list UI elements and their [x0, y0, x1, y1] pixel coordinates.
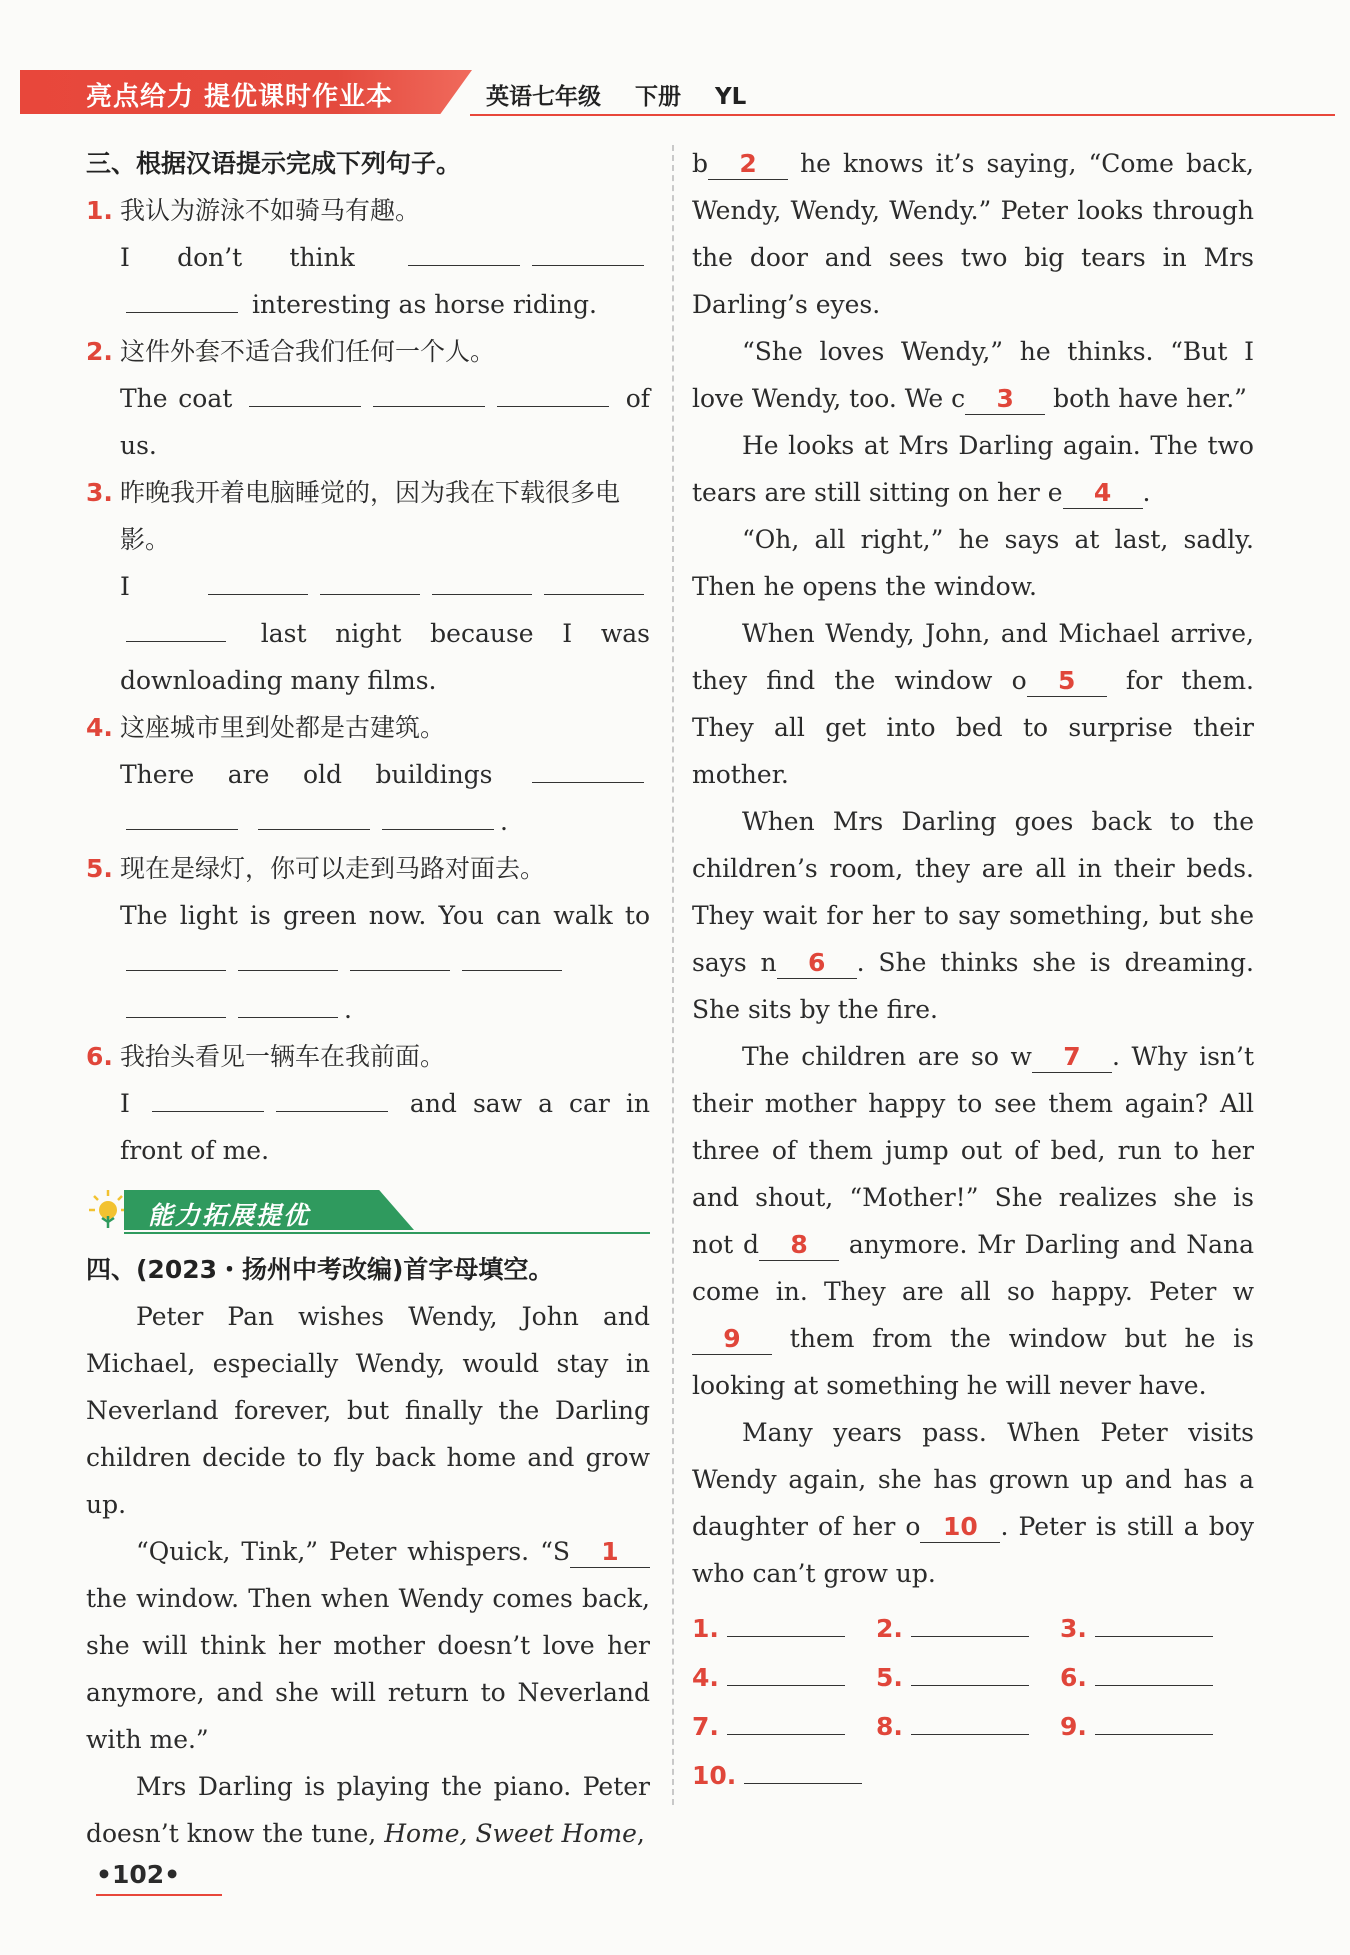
answer-number: 6. — [1060, 1663, 1087, 1692]
blank-9[interactable]: 9 — [692, 1324, 772, 1355]
answer-line[interactable] — [727, 1710, 845, 1735]
left-column — [86, 140, 650, 1857]
answer-blank[interactable] — [382, 803, 494, 830]
answer-number: 5. — [876, 1663, 903, 1692]
header-rule — [470, 114, 1335, 116]
answer-line[interactable] — [911, 1710, 1029, 1735]
sentence-start: The light is green now. You can walk to — [120, 901, 650, 930]
chinese-prompt: 这座城市里到处都是古建筑。 — [120, 713, 446, 742]
exercise-item-1 — [86, 187, 650, 328]
sun-icon — [86, 1186, 130, 1230]
passage-paragraph — [692, 1033, 1254, 1409]
song-title: Home, Sweet Home — [384, 1819, 637, 1848]
item-number: 5. — [86, 854, 113, 883]
exercise-item-2 — [86, 328, 650, 469]
right-column — [692, 140, 1254, 1799]
chinese-prompt: 昨晚我开着电脑睡觉的，因为我在下载很多电影。 — [120, 478, 621, 554]
answer-number: 10. — [692, 1761, 737, 1790]
answer-blank[interactable] — [126, 286, 238, 313]
exercise-item-6 — [86, 1033, 650, 1174]
chinese-prompt: 现在是绿灯，你可以走到马路对面去。 — [120, 854, 546, 883]
answer-blank[interactable] — [152, 1085, 264, 1112]
passage-text: “She loves Wendy,” he thinks. “But I love Wendy, too. We c — [692, 337, 1254, 413]
sentence-start: I — [120, 1089, 130, 1118]
blank-6[interactable]: 6 — [777, 948, 857, 979]
passage-paragraph — [692, 610, 1254, 798]
passage-text: The children are so w — [742, 1042, 1032, 1071]
english-sentence — [120, 375, 650, 469]
answer-blank[interactable] — [238, 991, 338, 1018]
answer-line[interactable] — [1095, 1661, 1213, 1686]
answer-slot[interactable] — [876, 1703, 1060, 1750]
passage-paragraph — [86, 1528, 650, 1763]
sentence-start: I — [120, 572, 130, 601]
passage-paragraph — [692, 140, 1254, 328]
passage-text: . She thinks she is dreaming. She sits by the fire. — [692, 948, 1254, 1024]
blank-4[interactable]: 4 — [1063, 478, 1143, 509]
passage-text: he knows it’s saying, “Come back, Wendy, Wendy, Wendy.” Peter looks through the door and sees two big tears in Mrs Darling’s eyes. — [692, 149, 1254, 319]
answer-blank[interactable] — [462, 944, 562, 971]
book-info — [486, 78, 772, 111]
sentence-end: interesting as horse riding. — [251, 290, 597, 319]
blank-10[interactable]: 10 — [920, 1512, 1000, 1543]
sentence-end: . — [499, 807, 508, 836]
passage-paragraph — [86, 1763, 650, 1857]
passage-text: anymore. Mr Darling and Nana come in. They are all so happy. Peter w — [692, 1230, 1254, 1306]
answer-grid — [692, 1605, 1254, 1799]
answer-blank[interactable] — [276, 1085, 388, 1112]
answer-slot[interactable] — [692, 1605, 876, 1652]
answer-slot[interactable] — [1060, 1654, 1244, 1701]
passage-text: . Why isn’t their mother happy to see them again? All three of them jump out of bed, run to her and shout, “Mother!” She realizes she is not d — [692, 1042, 1254, 1259]
passage-text: Many years pass. When Peter visits Wendy again, she has grown up and has a daughter of her o — [692, 1418, 1254, 1541]
answer-line[interactable] — [727, 1661, 845, 1686]
item-number: 6. — [86, 1042, 113, 1071]
volume-label: 下册 — [635, 84, 682, 110]
passage-text: He looks at Mrs Darling again. The two tears are still sitting on her e — [692, 431, 1254, 507]
passage-paragraph — [692, 328, 1254, 422]
answer-blank[interactable] — [126, 991, 226, 1018]
answer-number: 1. — [692, 1614, 719, 1643]
page-number-rule — [96, 1894, 222, 1896]
passage-paragraph: Peter Pan wishes Wendy, John and Michael, especially Wendy, would stay in Neverland forever, but finally the Darling children decide to fly back home and grow up. — [86, 1302, 650, 1519]
english-sentence — [120, 1080, 650, 1174]
answer-slot[interactable] — [876, 1654, 1060, 1701]
passage-paragraph — [692, 1409, 1254, 1597]
english-sentence — [120, 751, 650, 845]
passage-text: Mrs Darling is playing the piano. Peter doesn’t know the tune, — [86, 1772, 650, 1848]
book-title: 亮点给力 提优课时作业本 — [86, 82, 394, 112]
answer-line[interactable] — [727, 1612, 845, 1637]
sentence-end: last night because I was downloading many films. — [120, 619, 651, 695]
answer-blank[interactable] — [544, 568, 644, 595]
answer-blank[interactable] — [320, 568, 420, 595]
subject-label: 英语七年级 — [486, 84, 601, 110]
passage-text: “Quick, Tink,” Peter whispers. “S — [136, 1537, 570, 1566]
passage-paragraph: “Oh, all right,” he says at last, sadly. Then he opens the window. — [692, 525, 1254, 601]
chinese-prompt: 这件外套不适合我们任何一个人。 — [120, 337, 496, 366]
passage-text: , — [636, 1819, 645, 1848]
exercise-item-3 — [86, 469, 650, 704]
answer-number: 3. — [1060, 1614, 1087, 1643]
answer-blank[interactable] — [126, 803, 238, 830]
sentence-start: I don’t think — [120, 243, 355, 272]
passage-text: When Wendy, John, and Michael arrive, they find the window o — [692, 619, 1254, 695]
edition-label: YL — [715, 84, 747, 110]
sentence-end: of us. — [120, 384, 650, 460]
answer-blank[interactable] — [408, 239, 520, 266]
passage-text: . — [1142, 478, 1151, 507]
answer-number: 7. — [692, 1712, 719, 1741]
answer-slot[interactable] — [692, 1703, 876, 1750]
answer-blank[interactable] — [126, 944, 226, 971]
passage-text: . Peter is still a boy who can’t grow up. — [692, 1512, 1254, 1588]
passage-paragraph — [692, 422, 1254, 516]
chinese-prompt: 我抬头看见一辆车在我前面。 — [120, 1042, 446, 1071]
answer-blank[interactable] — [532, 756, 644, 783]
answer-number: 9. — [1060, 1712, 1087, 1741]
exercise-item-5 — [86, 845, 650, 1033]
passage-text: b — [692, 149, 709, 178]
english-sentence — [120, 892, 650, 1033]
answer-slot[interactable] — [1060, 1605, 1244, 1652]
passage-text: them from the window but he is looking at something he will never have. — [692, 1324, 1254, 1400]
answer-blank[interactable] — [258, 803, 370, 830]
answer-line[interactable] — [1095, 1710, 1213, 1735]
english-sentence — [120, 563, 650, 704]
answer-line[interactable] — [744, 1759, 862, 1784]
answer-number: 8. — [876, 1712, 903, 1741]
answer-slot[interactable] — [692, 1752, 876, 1799]
section3-title: 三、根据汉语提示完成下列句子。 — [86, 149, 462, 178]
passage-text: When Mrs Darling goes back to the children’s room, they are all in their beds. They wait for her to say something, but she says n — [692, 807, 1254, 977]
sentence-start: The coat — [120, 384, 233, 413]
banner-label: 能力拓展提优 — [148, 1201, 311, 1230]
page-header — [20, 70, 1335, 116]
answer-blank[interactable] — [373, 380, 485, 407]
answer-blank[interactable] — [208, 568, 308, 595]
answer-slot[interactable] — [1060, 1703, 1244, 1750]
blank-1[interactable]: 1 — [570, 1537, 650, 1568]
passage-text: for them. They all get into bed to surprise their mother. — [692, 666, 1255, 789]
answer-number: 4. — [692, 1663, 719, 1692]
item-number: 1. — [86, 196, 113, 225]
answer-blank[interactable] — [249, 380, 361, 407]
answer-line[interactable] — [911, 1661, 1029, 1686]
passage-text: the window. Then when Wendy comes back, she will think her mother doesn’t love her anymore, and she will return to Neverland with me.” — [86, 1584, 650, 1754]
page-number: •102• — [96, 1860, 181, 1889]
column-divider — [672, 145, 674, 1805]
blank-5[interactable]: 5 — [1027, 666, 1107, 697]
answer-line[interactable] — [911, 1612, 1029, 1637]
answer-slot[interactable] — [692, 1654, 876, 1701]
item-number: 3. — [86, 478, 113, 507]
blank-7[interactable]: 7 — [1032, 1042, 1112, 1073]
english-sentence — [120, 234, 650, 328]
chinese-prompt: 我认为游泳不如骑马有趣。 — [120, 196, 421, 225]
answer-blank[interactable] — [497, 380, 609, 407]
blank-3[interactable]: 3 — [965, 384, 1045, 415]
passage-text: both have her.” — [1045, 384, 1247, 413]
sentence-start: There are old buildings — [120, 760, 493, 789]
answer-blank[interactable] — [532, 239, 644, 266]
blank-2[interactable]: 2 — [708, 149, 788, 180]
answer-number: 2. — [876, 1614, 903, 1643]
answer-slot[interactable] — [876, 1605, 1060, 1652]
banner-rule — [124, 1232, 650, 1234]
blank-8[interactable]: 8 — [759, 1230, 839, 1261]
sentence-end: . — [344, 995, 352, 1024]
passage-paragraph — [692, 798, 1254, 1033]
sentence-end: and saw a car in front of me. — [120, 1089, 650, 1165]
section4-title: 四、(2023・扬州中考改编)首字母填空。 — [86, 1255, 554, 1284]
answer-blank[interactable] — [432, 568, 532, 595]
answer-blank[interactable] — [350, 944, 450, 971]
item-number: 2. — [86, 337, 113, 366]
exercise-item-4 — [86, 704, 650, 845]
answer-blank[interactable] — [238, 944, 338, 971]
ability-banner — [86, 1184, 650, 1240]
item-number: 4. — [86, 713, 113, 742]
answer-line[interactable] — [1095, 1612, 1213, 1637]
answer-blank[interactable] — [126, 615, 226, 642]
